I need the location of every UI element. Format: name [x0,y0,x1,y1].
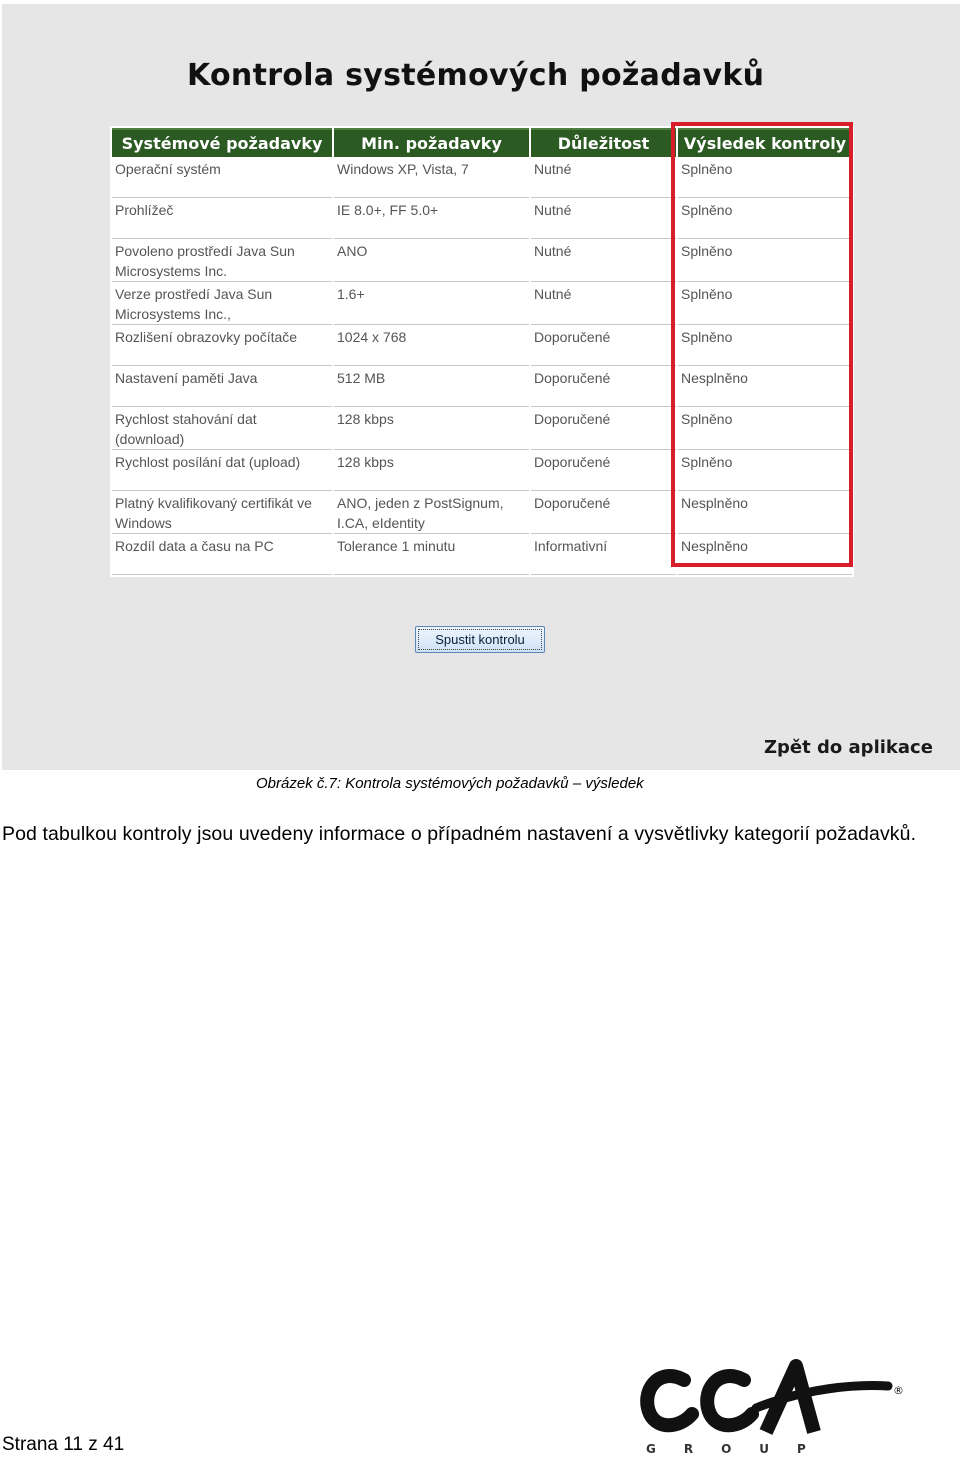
page-title: Kontrola systémových požadavků [187,58,765,93]
requirement-cell: Rychlost posílání dat (upload) [112,452,332,491]
table-body [112,159,852,575]
requirement-cell: Nastavení paměti Java [112,368,332,407]
result-cell: Splněno [678,200,852,239]
minimum-cell: ANO, jeden z PostSignum, I.CA, eIdentity [334,493,529,534]
requirements-table [110,126,854,577]
requirement-cell: Operační systém [112,159,332,198]
result-cell: Splněno [678,409,852,450]
importance-cell: Nutné [531,159,676,198]
registered-mark: ® [893,1384,904,1397]
requirement-cell: Rychlost stahování dat (download) [112,409,332,450]
requirement-cell: Rozlišení obrazovky počítače [112,327,332,366]
minimum-cell: ANO [334,241,529,282]
page-number: Strana 11 z 41 [2,1434,125,1455]
importance-cell: Doporučené [531,493,676,534]
importance-cell: Doporučené [531,409,676,450]
result-cell: Splněno [678,159,852,198]
table-row [112,368,852,407]
cca-group-logo [636,1352,911,1457]
table-row [112,452,852,491]
requirement-cell: Povoleno prostředí Java Sun Microsystems Inc. [112,241,332,282]
result-cell: Splněno [678,452,852,491]
header-requirement: Systémové požadavky [112,128,332,157]
table-row [112,327,852,366]
minimum-cell: IE 8.0+, FF 5.0+ [334,200,529,239]
table-header-row [112,128,852,157]
result-cell: Splněno [678,284,852,325]
table-row [112,409,852,450]
requirement-cell: Rozdíl data a času na PC [112,536,332,575]
minimum-cell: 128 kbps [334,452,529,491]
result-cell: Nesplněno [678,368,852,407]
importance-cell: Doporučené [531,327,676,366]
importance-cell: Nutné [531,200,676,239]
importance-cell: Informativní [531,536,676,575]
result-cell: Splněno [678,241,852,282]
result-cell: Nesplněno [678,536,852,575]
table-row [112,200,852,239]
table-row [112,159,852,198]
run-check-button[interactable]: Spustit kontrolu [415,626,545,653]
minimum-cell: 1024 x 768 [334,327,529,366]
importance-cell: Nutné [531,241,676,282]
body-paragraph: Pod tabulkou kontroly jsou uvedeny informace o případném nastavení a vysvětlivky kategorií požadavků. [2,823,917,845]
importance-cell: Nutné [531,284,676,325]
minimum-cell: 1.6+ [334,284,529,325]
table-row [112,241,852,282]
header-result: Výsledek kontroly [678,128,852,157]
header-minimum: Min. požadavky [334,128,529,157]
minimum-cell: 512 MB [334,368,529,407]
requirement-cell: Platný kvalifikovaný certifikát ve Windows [112,493,332,534]
logo-mark [647,1366,888,1432]
result-cell: Splněno [678,327,852,366]
table-row [112,493,852,534]
table-row [112,536,852,575]
minimum-cell: 128 kbps [334,409,529,450]
result-cell: Nesplněno [678,493,852,534]
table-row [112,284,852,325]
requirement-cell: Prohlížeč [112,200,332,239]
minimum-cell: Windows XP, Vista, 7 [334,159,529,198]
back-to-app-link[interactable]: Zpět do aplikace [764,737,933,758]
logo-group-text: GROUP [646,1442,834,1456]
figure-caption: Obrázek č.7: Kontrola systémových požadavků – výsledek [256,775,644,792]
importance-cell: Doporučené [531,452,676,491]
embedded-screenshot [2,4,960,770]
importance-cell: Doporučené [531,368,676,407]
requirement-cell: Verze prostředí Java Sun Microsystems Inc., [112,284,332,325]
header-importance: Důležitost [531,128,676,157]
minimum-cell: Tolerance 1 minutu [334,536,529,575]
